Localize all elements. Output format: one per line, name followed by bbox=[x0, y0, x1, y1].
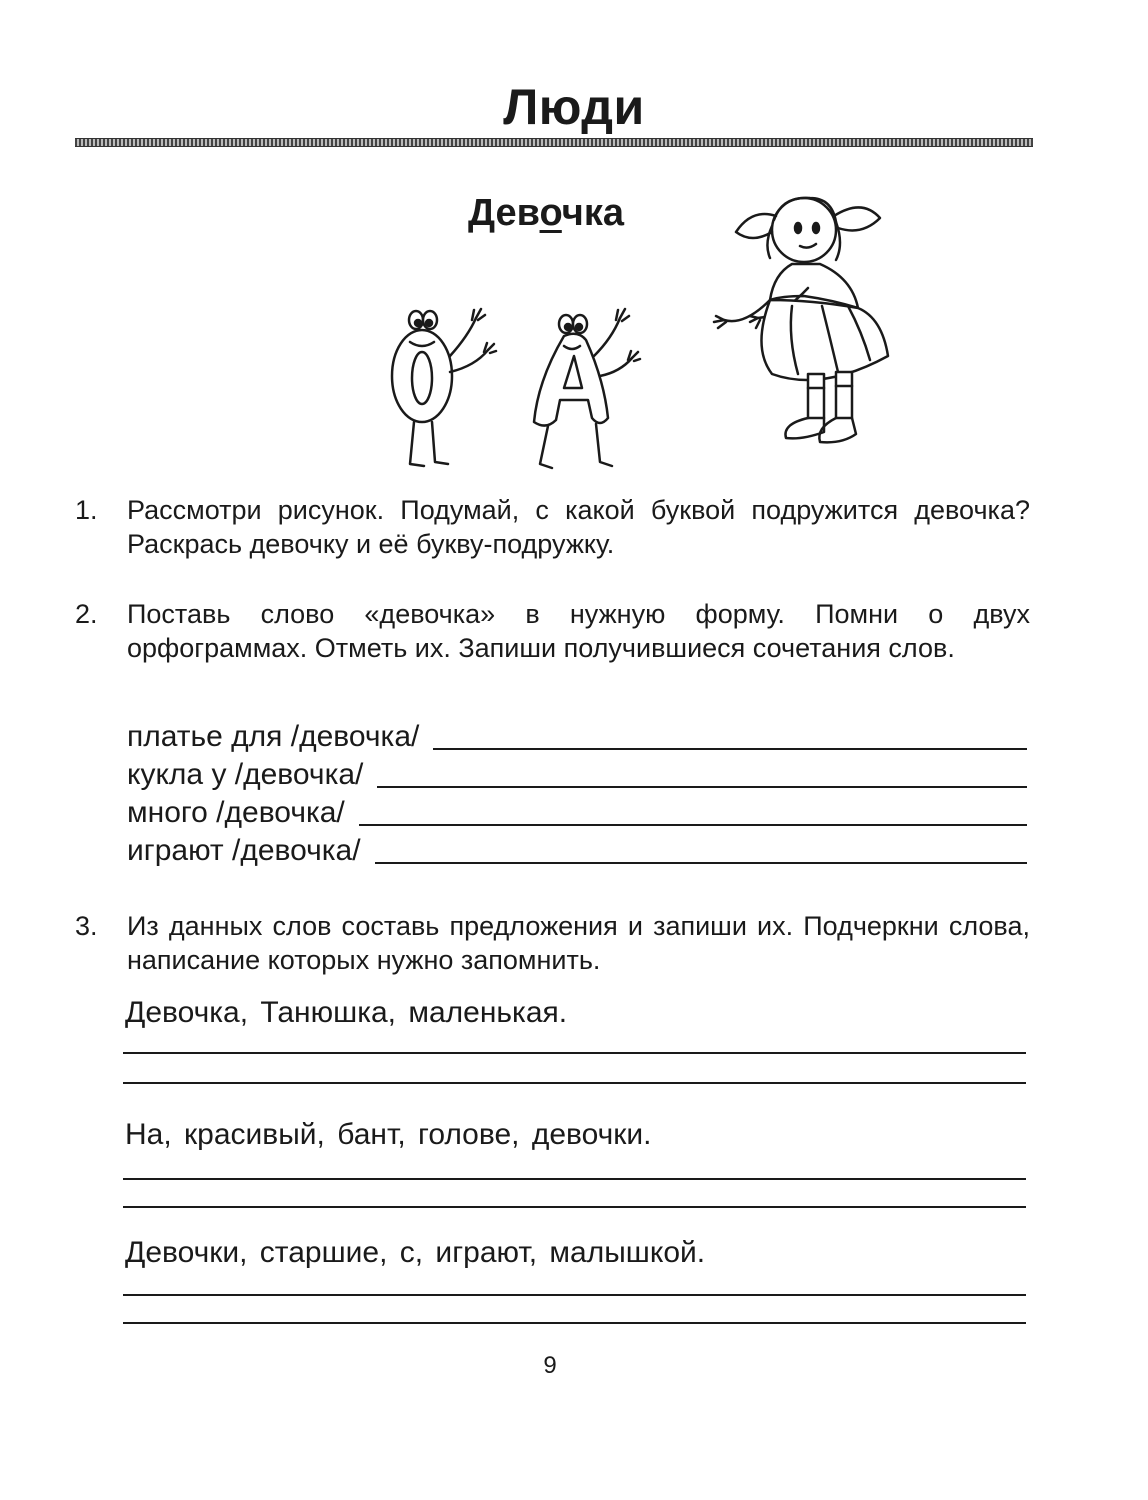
phrase-row bbox=[127, 716, 1027, 756]
word-set: На, красивый, бант, голове, девочки. bbox=[125, 1118, 652, 1151]
page-title: Люди bbox=[503, 79, 645, 135]
phrase-row bbox=[127, 792, 1027, 832]
answer-line[interactable] bbox=[359, 824, 1027, 826]
letter-a-character-icon bbox=[520, 300, 650, 476]
phrase-label: много /девочка/ bbox=[127, 796, 345, 829]
phrase-row bbox=[127, 830, 1027, 870]
writing-line[interactable] bbox=[123, 1178, 1026, 1180]
section-title-underlined-letter: о bbox=[539, 192, 562, 234]
girl-character-icon bbox=[712, 188, 902, 450]
task-2 bbox=[75, 597, 1030, 665]
phrase-row bbox=[127, 754, 1027, 794]
section-title bbox=[468, 192, 624, 235]
phrase-label: кукла у /девочка/ bbox=[127, 758, 364, 791]
task-text: Из данных слов составь предложения и запиши их. Подчеркни слова, написание которых нужно запомнить. bbox=[127, 911, 1030, 975]
answer-line[interactable] bbox=[433, 748, 1027, 750]
task-text: Поставь слово «девочка» в нужную форму. Помни о двух орфограммах. Отметь их. Запиши получившиеся сочетания слов. bbox=[127, 599, 1030, 663]
answer-line[interactable] bbox=[377, 786, 1027, 788]
task-number: 2. bbox=[75, 599, 98, 629]
word-set: Девочки, старшие, с, играют, малышкой. bbox=[125, 1236, 706, 1269]
section-title-part-2: чка bbox=[561, 192, 625, 234]
phrase-label: играют /девочка/ bbox=[127, 834, 361, 867]
writing-line[interactable] bbox=[123, 1294, 1026, 1296]
page-number: 9 bbox=[543, 1352, 557, 1379]
task-text: Рассмотри рисунок. Подумай, с какой буквой подружится девочка? Раскрась девочку и её букву-подружку. bbox=[127, 495, 1030, 559]
task-number: 1. bbox=[75, 495, 98, 525]
word-set: Девочка, Танюшка, маленькая. bbox=[125, 996, 568, 1029]
writing-line[interactable] bbox=[123, 1082, 1026, 1084]
title-rule bbox=[75, 138, 1033, 147]
writing-line[interactable] bbox=[123, 1322, 1026, 1324]
writing-line[interactable] bbox=[123, 1052, 1026, 1054]
writing-line[interactable] bbox=[123, 1206, 1026, 1208]
task-3 bbox=[75, 909, 1030, 977]
section-title-part-1: Дев bbox=[468, 192, 540, 234]
task-number: 3. bbox=[75, 911, 98, 941]
letter-o-character-icon bbox=[380, 296, 500, 476]
task-1 bbox=[75, 493, 1030, 561]
answer-line[interactable] bbox=[375, 862, 1027, 864]
phrase-label: платье для /девочка/ bbox=[127, 720, 420, 753]
